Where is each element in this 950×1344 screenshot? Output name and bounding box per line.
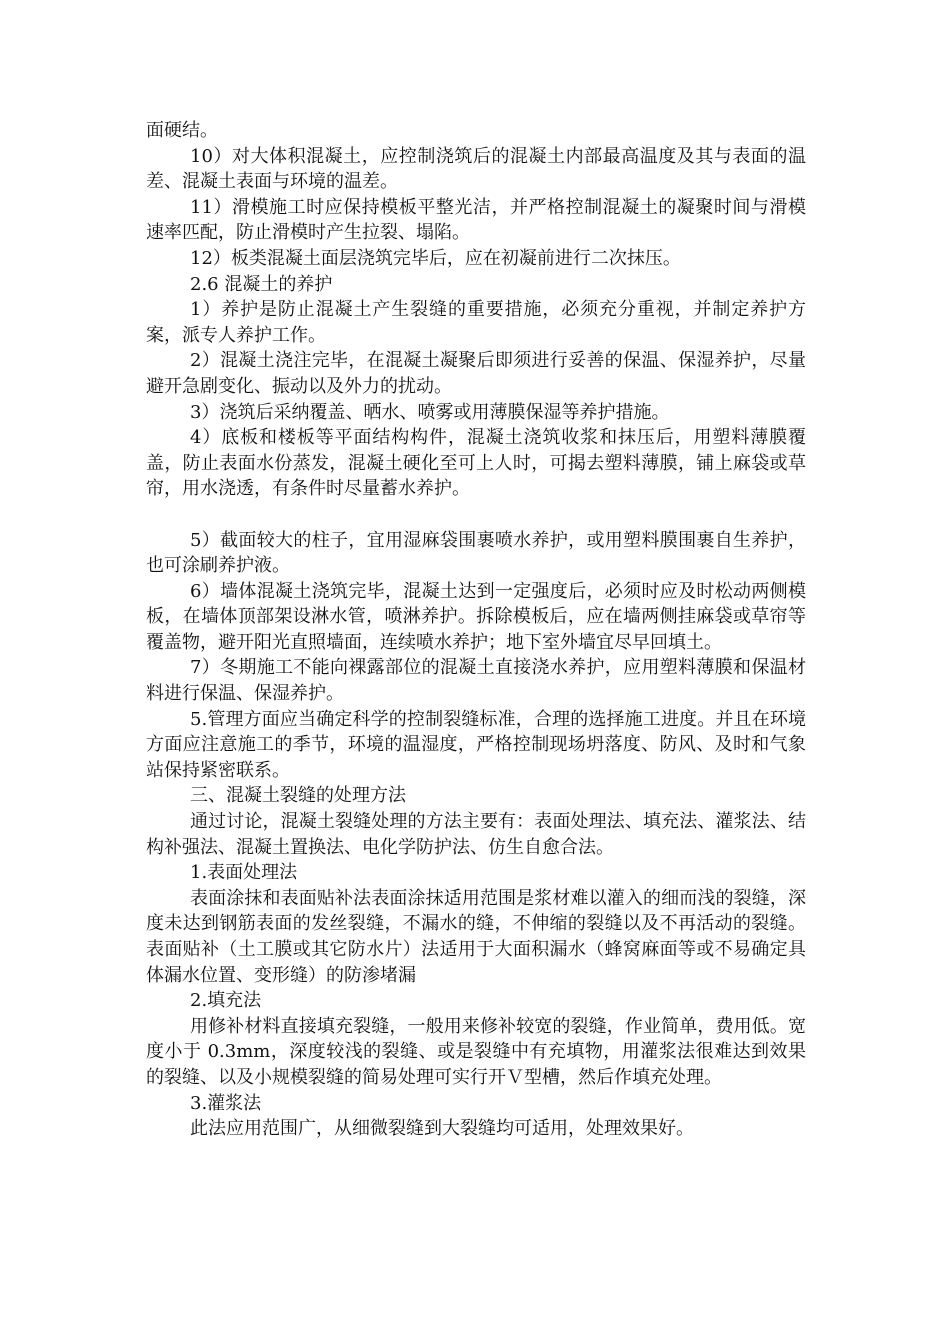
subsection-heading: 1.表面处理法 (190, 862, 298, 884)
paragraph: 11）滑模施工时应保持模板平整光洁，并严格控制混凝土的凝聚时间与滑模速率匹配，防止滑模时产生拉裂、塌陷。 (146, 196, 806, 244)
paragraph: 10）对大体积混凝土，应控制浇筑后的混凝土内部最高温度及其与表面的温差、混凝土表面与环境的温差。 (146, 145, 806, 193)
paragraph: 用修补材料直接填充裂缝，一般用来修补较宽的裂缝，作业简单，费用低。宽度小于 0.3mm，深度较浅的裂缝、或是裂缝中有充填物，用灌浆法很难达到效果的裂缝、以及小规模裂缝的简易处理可实行开Ｖ型槽，然后作填充处理。 (146, 1015, 806, 1088)
paragraph: 表面涂抹和表面贴补法表面涂抹适用范围是浆材难以灌入的细而浅的裂缝，深度未达到钢筋表面的发丝裂缝，不漏水的缝，不伸缩的裂缝以及不再活动的裂缝。表面贴补（土工膜或其它防水片）法适用于大面积漏水（蜂窝麻面等或不易确定具体漏水位置、变形缝）的防渗堵漏 (146, 887, 806, 986)
paragraph: 7）冬期施工不能向裸露部位的混凝土直接浇水养护，应用塑料薄膜和保温材料进行保温、保湿养护。 (146, 657, 806, 705)
paragraph: 5）截面较大的柱子，宜用湿麻袋围裹喷水养护，或用塑料膜围裹自生养护，也可涂刷养护液。 (146, 529, 806, 577)
paragraph: 2）混凝土浇注完毕，在混凝土凝聚后即须进行妥善的保温、保湿养护，尽量避开急剧变化、振动以及外力的扰动。 (146, 350, 806, 397)
paragraph: 面硬结。 (146, 120, 218, 141)
paragraph: 6）墙体混凝土浇筑完毕，混凝土达到一定强度后，必须时应及时松动两侧模板，在墙体顶部架设淋水管，喷淋养护。拆除模板后，应在墙两侧挂麻袋或草帘等覆盖物，避开阳光直照墙面，连续喷水养护；地下室外墙宜尽早回填土。 (146, 580, 806, 653)
blank-line (146, 502, 806, 528)
paragraph: 5.管理方面应当确定科学的控制裂缝标准，合理的选择施工进度。并且在环境方面应注意施工的季节，环境的温湿度，严格控制现场坍落度、防风、及时和气象站保持紧密联系。 (146, 708, 806, 781)
paragraph: 此法应用范围广，从细微裂缝到大裂缝均可适用，处理效果好。 (190, 1118, 694, 1140)
section-heading: 三、混凝土裂缝的处理方法 (190, 785, 406, 807)
paragraph: 4）底板和楼板等平面结构构件，混凝土浇筑收浆和抹压后，用塑料薄膜覆盖，防止表面水份蒸发，混凝土硬化至可上人时，可揭去塑料薄膜，铺上麻袋或草帘，用水浇透，有条件时尽量蓄水养护。 (146, 427, 806, 500)
subsection-heading: 2.填充法 (190, 990, 262, 1012)
section-heading: 2.6 混凝土的养护 (190, 273, 333, 295)
paragraph: 1）养护是防止混凝土产生裂缝的重要措施，必须充分重视，并制定养护方案，派专人养护工作。 (146, 299, 806, 346)
document-page (146, 118, 806, 1142)
paragraph: 3）浇筑后采纳覆盖、晒水、喷雾或用薄膜保湿等养护措施。 (190, 401, 670, 423)
paragraph: 12）板类混凝土面层浇筑完毕后，应在初凝前进行二次抹压。 (190, 247, 681, 269)
paragraph: 通过讨论，混凝土裂缝处理的方法主要有：表面处理法、填充法、灌浆法、结构补强法、混凝土置换法、电化学防护法、仿生自愈合法。 (146, 811, 806, 858)
subsection-heading: 3.灌浆法 (190, 1092, 262, 1114)
